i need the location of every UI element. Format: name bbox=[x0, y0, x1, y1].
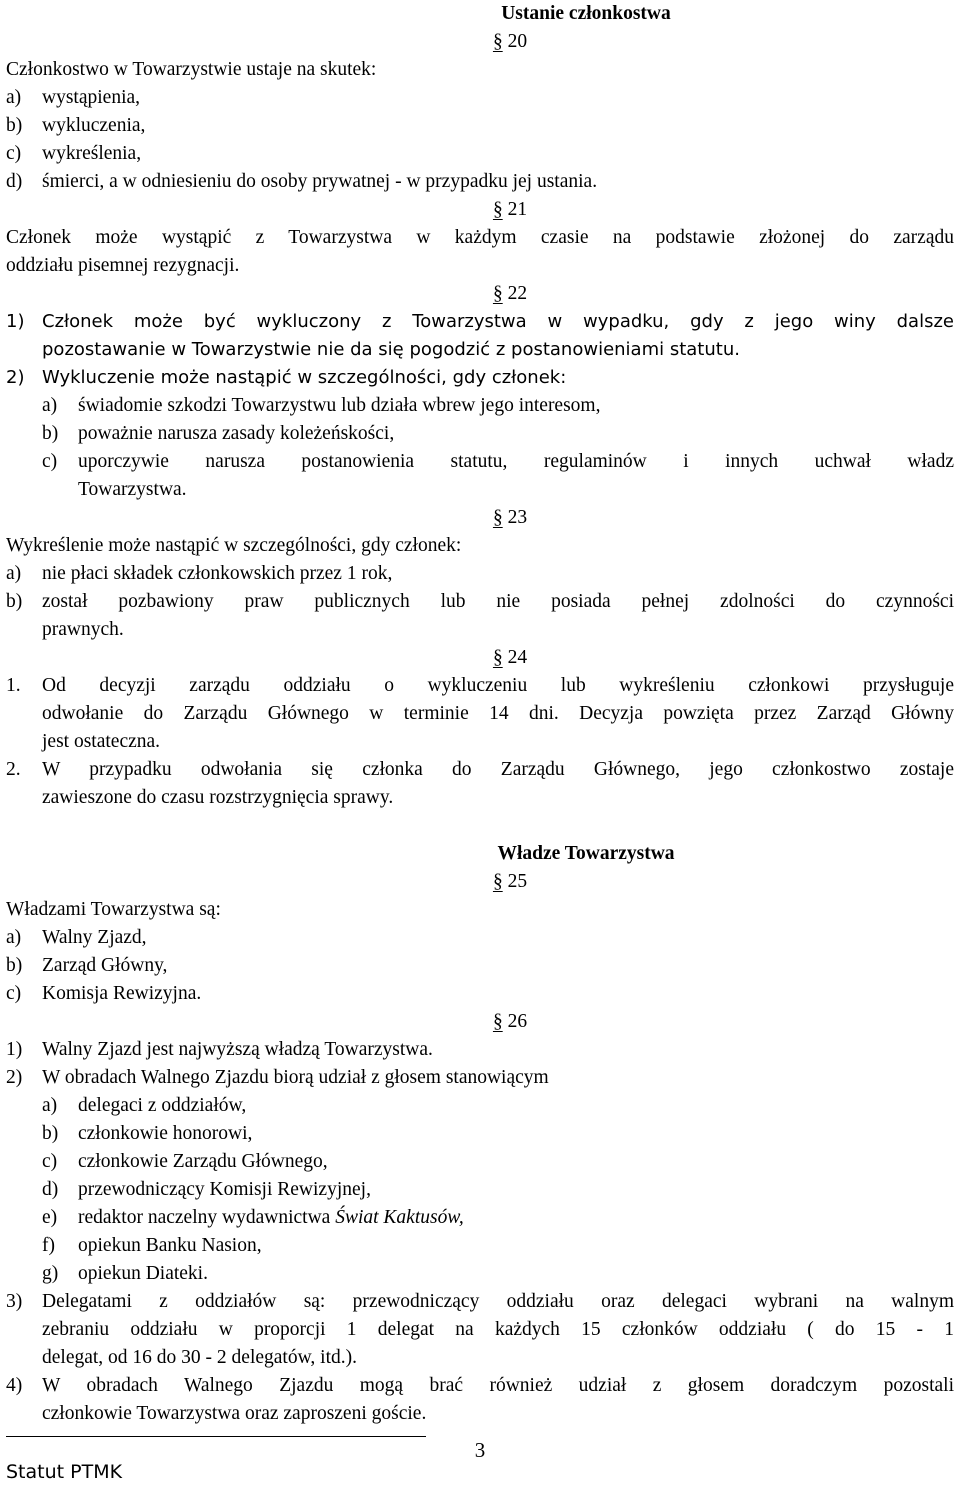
footer-title: Statut PTMK bbox=[6, 1461, 123, 1483]
s24-p1: 1. Od decyzji zarządu oddziału o wykluczeniu lub wykreśleniu członkowi przysługuje bbox=[6, 675, 954, 696]
section-heading-ustanie: Ustanie członkostwa bbox=[501, 3, 671, 24]
paragraph-num: 20 bbox=[507, 31, 528, 52]
s24-p1-line3: jest ostateczna. bbox=[42, 731, 161, 752]
s22-p2: 2) Wykluczenie może nastąpić w szczególności, gdy członek: bbox=[6, 367, 567, 388]
paragraph-number-25: § 25 bbox=[492, 871, 528, 892]
list-item: b) poważnie narusza zasady koleżeńskości, bbox=[42, 423, 395, 444]
s24-p2-line2: zawieszone do czasu rozstrzygnięcia sprawy. bbox=[42, 787, 394, 808]
s21-line2: oddziału pisemnej rezygnacji. bbox=[6, 255, 240, 276]
s26-p1: 1) Walny Zjazd jest najwyższą władzą Towarzystwa. bbox=[6, 1039, 433, 1060]
list-item: c) Komisja Rewizyjna. bbox=[6, 983, 202, 1004]
s24-p1-line2: odwołanie do Zarządu Głównego w terminie 14 dni. Decyzja powzięta przez Zarząd Główny bbox=[42, 703, 954, 724]
s23-intro: Wykreślenie może nastąpić w szczególności, gdy członek: bbox=[6, 535, 462, 556]
paragraph-number-24: § 24 bbox=[492, 647, 528, 668]
s24-p2: 2. W przypadku odwołania się członka do Zarządu Głównego, jego członkostwo zostaje bbox=[6, 759, 954, 780]
s22-c-line2: Towarzystwa. bbox=[78, 479, 187, 500]
paragraph-number-26: § 26 bbox=[492, 1011, 528, 1032]
s26-p3-line2: zebraniu oddziału w proporcji 1 delegat na każdych 15 członków oddziału ( do 15 - 1 bbox=[42, 1319, 954, 1340]
paragraph-number-22: § 22 bbox=[492, 283, 528, 304]
list-item: c) uporczywie narusza postanowienia statutu, regulaminów i innych uchwał władz bbox=[42, 451, 954, 472]
list-item: g) opiekun Diateki. bbox=[42, 1263, 208, 1284]
list-item: a) delegaci z oddziałów, bbox=[42, 1095, 247, 1116]
s25-intro: Władzami Towarzystwa są: bbox=[6, 899, 221, 920]
s26-p3-line3: delegat, od 16 do 30 - 2 delegatów, itd.). bbox=[42, 1347, 357, 1368]
list-item: a) Walny Zjazd, bbox=[6, 927, 147, 948]
s26-p4-line2: członkowie Towarzystwa oraz zaproszeni goście. bbox=[42, 1403, 427, 1424]
s26-p4: 4) W obradach Walnego Zjazdu mogą brać również udział z głosem doradczym pozostali bbox=[6, 1375, 954, 1396]
s26-p2: 2) W obradach Walnego Zjazdu biorą udział z głosem stanowiącym bbox=[6, 1067, 549, 1088]
list-item: f) opiekun Banku Nasion, bbox=[42, 1235, 262, 1256]
s23-b-line2: prawnych. bbox=[42, 619, 124, 640]
list-item: a) wystąpienia, bbox=[6, 87, 141, 108]
s22-p1-line2: pozostawanie w Towarzystwie nie da się pogodzić z postanowieniami statutu. bbox=[42, 339, 740, 360]
section-sign: § bbox=[492, 31, 503, 52]
spacer bbox=[6, 812, 954, 840]
paragraph-number-23: § 23 bbox=[492, 507, 528, 528]
publication-title: Świat Kaktusów, bbox=[335, 1207, 464, 1228]
list-item: b) Zarząd Główny, bbox=[6, 955, 168, 976]
s21-line1: Członek może wystąpić z Towarzystwa w każdym czasie na podstawie złożonej do zarządu bbox=[6, 227, 954, 248]
list-item: c) członkowie Zarządu Głównego, bbox=[42, 1151, 328, 1172]
s20-intro: Członkostwo w Towarzystwie ustaje na skutek: bbox=[6, 59, 377, 80]
list-item: c) wykreślenia, bbox=[6, 143, 142, 164]
list-item: b) wykluczenia, bbox=[6, 115, 146, 136]
paragraph-number-21: § 21 bbox=[492, 199, 528, 220]
list-item: b) członkowie honorowi, bbox=[42, 1123, 253, 1144]
list-item: a) nie płaci składek członkowskich przez 1 rok, bbox=[6, 563, 393, 584]
page-number: 3 bbox=[474, 1438, 486, 1462]
paragraph-number-20 bbox=[6, 28, 954, 56]
list-item: e) redaktor naczelny wydawnictwa Świat Kaktusów, bbox=[42, 1207, 464, 1228]
s26-p3: 3) Delegatami z oddziałów są: przewodniczący oddziału oraz delegaci wybrani na walnym bbox=[6, 1291, 954, 1312]
list-item: a) świadomie szkodzi Towarzystwu lub działa wbrew jego interesom, bbox=[42, 395, 601, 416]
list-item: d) przewodniczący Komisji Rewizyjnej, bbox=[42, 1179, 371, 1200]
section-heading-wladze: Władze Towarzystwa bbox=[497, 843, 675, 864]
list-item: d) śmierci, a w odniesieniu do osoby prywatnej - w przypadku jej ustania. bbox=[6, 171, 598, 192]
list-item: b) został pozbawiony praw publicznych lub nie posiada pełnej zdolności do czynności bbox=[6, 591, 954, 612]
document-page bbox=[6, 0, 954, 1428]
s22-p1: 1) Członek może być wykluczony z Towarzystwa w wypadku, gdy z jego winy dalsze bbox=[6, 311, 954, 332]
